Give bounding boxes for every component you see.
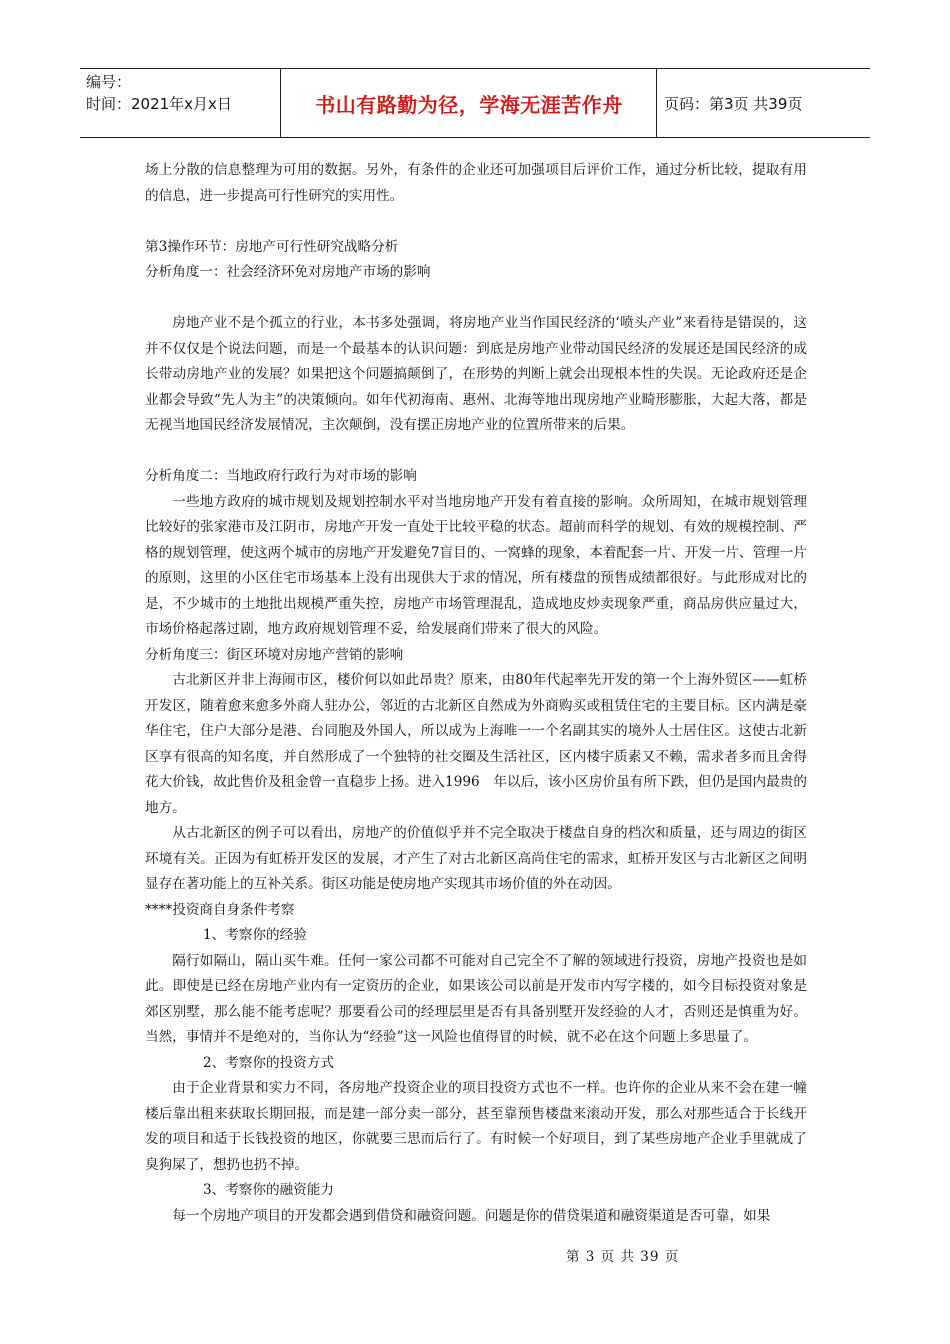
- document-time-label: 时间：2021年x月x日: [86, 95, 232, 113]
- subheading-angle-1: 分析角度一：社会经济环免对房地产市场的影响: [145, 264, 431, 280]
- paragraph-angle-3a: 古北新区并非上海闹市区，楼价何以如此昂贵？原来，由80年代起率先开发的第一个上海外贸区——虹桥开发区，随着愈来愈多外商人驻办公，邻近的古北新区自然成为外商购买或租赁住宅的主要目标。区内满是豪华住宅，住户大部分是港、台同胞及外国人，所以成为上海唯一一个名副其实的境外人士居住区。这使古北新区享有很高的知名度，并自然形成了一个独特的社交圈及生活社区，区内楼宇质素又不赖，需求者多而且舍得花大价钱，故此售价及租金曾一直稳步上扬。进入1996 年以后，该小区房价虽有所下跌，但仍是国内最贵的地方。: [145, 672, 807, 816]
- paragraph-investment-method: 由于企业背景和实力不同，各房地产投资企业的项目投资方式也不一样。也许你的企业从来不会在建一幢楼后靠出租来获取长期回报，而是建一部分卖一部分，甚至靠预售楼盘来滚动开发，那么对那些适合于长线开发的项目和适于长钱投资的地区，你就要三思而后行了。有时候一个好项目，到了某些房地产企业手里就成了臭狗屎了，想扔也扔不掉。: [145, 1080, 807, 1173]
- subheading-angle-2: 分析角度二：当地政府行政行为对市场的影响: [145, 468, 417, 484]
- spacer: [145, 439, 807, 465]
- paragraph-experience: 隔行如隔山，隔山买牛难。任何一家公司都不可能对自己完全不了解的领域进行投资，房地产投资也是如此。即使是已经在房地产业内有一定资历的企业，如果该公司以前是开发市内写字楼的，如今目标投资对象是郊区别墅，那么能不能考虑呢？那要看公司的经理层里是否有具备别墅开发经验的人才，否则还是慎重为好。当然，事情并不是绝对的，当你认为“经验”这一风险也值得冒的时候，就不必在这个问题上多思量了。: [145, 952, 807, 1045]
- paragraph-financing: 每一个房地产项目的开发都会遇到借贷和融资问题。问题是你的借贷渠道和融资渠道是否可靠，如果: [172, 1207, 771, 1224]
- header-meta: [86, 71, 276, 115]
- header-page-indicator: 页码：第3页 共39页: [664, 95, 803, 113]
- paragraph-angle-2: 一些地方政府的城市规划及规划控制水平对当地房地产开发有着直接的影响。众所周知，在城市规划管理比较好的张家港市及江阴市，房地产开发一直处于比较平稳的状态。超前而科学的规划、有效的规模控制、严格的规划管理，使这两个城市的房地产开发避免7盲目的、一窝蜂的现象，本着配套一片、开发一片、管理一片的原则，这里的小区住宅市场基本上没有出现供大于求的情况，所有楼盘的预售成绩都很好。与此形成对比的是，不少城市的土地批出规模严重失控，房地产市场管理混乱，造成地皮炒卖现象严重，商品房供应量过大，市场价格起落过剧，地方政府规划管理不妥，给发展商们带来了很大的风险。: [145, 493, 807, 637]
- document-number-label: 编号：: [86, 73, 132, 91]
- section-heading-step3: 第3操作环节：房地产可行性研究战略分析: [145, 238, 399, 255]
- header-motto: 书山有路勤为径，学海无涯苦作舟: [315, 93, 623, 117]
- page-header: [80, 68, 870, 138]
- section-heading-investor: ****投资商自身条件考察: [145, 901, 295, 918]
- page-footer: 第 3 页 共 39 页: [566, 1249, 680, 1265]
- document-body: [145, 158, 807, 1229]
- subheading-experience: 1、考察你的经验: [203, 927, 307, 943]
- subheading-angle-3: 分析角度三：街区环境对房地产营销的影响: [145, 646, 404, 663]
- paragraph-continued: 场上分散的信息整理为可用的数据。另外，有条件的企业还可加强项目后评价工作，通过分析比较，提取有用的信息，进一步提高可行性研究的实用性。: [145, 162, 807, 204]
- spacer: [145, 286, 807, 312]
- subheading-investment-method: 2、考察你的投资方式: [203, 1054, 334, 1071]
- paragraph-angle-3b: 从古北新区的例子可以看出，房地产的价值似乎并不完全取决于楼盘自身的档次和质量，还与周边的街区环境有关。正因为有虹桥开发区的发展，才产生了对古北新区高尚住宅的需求，虹桥开发区与古北新区之间明显存在著功能上的互补关系。街区功能是使房地产实现其市场价值的外在动因。: [145, 825, 807, 892]
- paragraph-angle-1: 房地产业不是个孤立的行业，本书多处强调，将房地产业当作国民经济的‘喷头产业”来看待是错误的，这并不仅仅是个说法问题，而是一个最基本的认识问题：到底是房地产业带动国民经济的发展还是国民经济的成长带动房地产业的发展？如果把这个问题搞颠倒了，在形势的判断上就会出现根本性的失误。无论政府还是企业都会导致“先人为主”的决策倾向。如年代初海南、惠州、北海等地出现房地产业畸形膨胀，大起大落，都是无视当地国民经济发展情况，主次颠倒，没有摆正房地产业的位置所带来的后果。: [145, 315, 807, 433]
- subheading-financing: 3、考察你的融资能力: [203, 1182, 334, 1198]
- header-divider-left: [280, 69, 281, 137]
- spacer: [145, 209, 807, 235]
- header-divider-right: [656, 69, 657, 137]
